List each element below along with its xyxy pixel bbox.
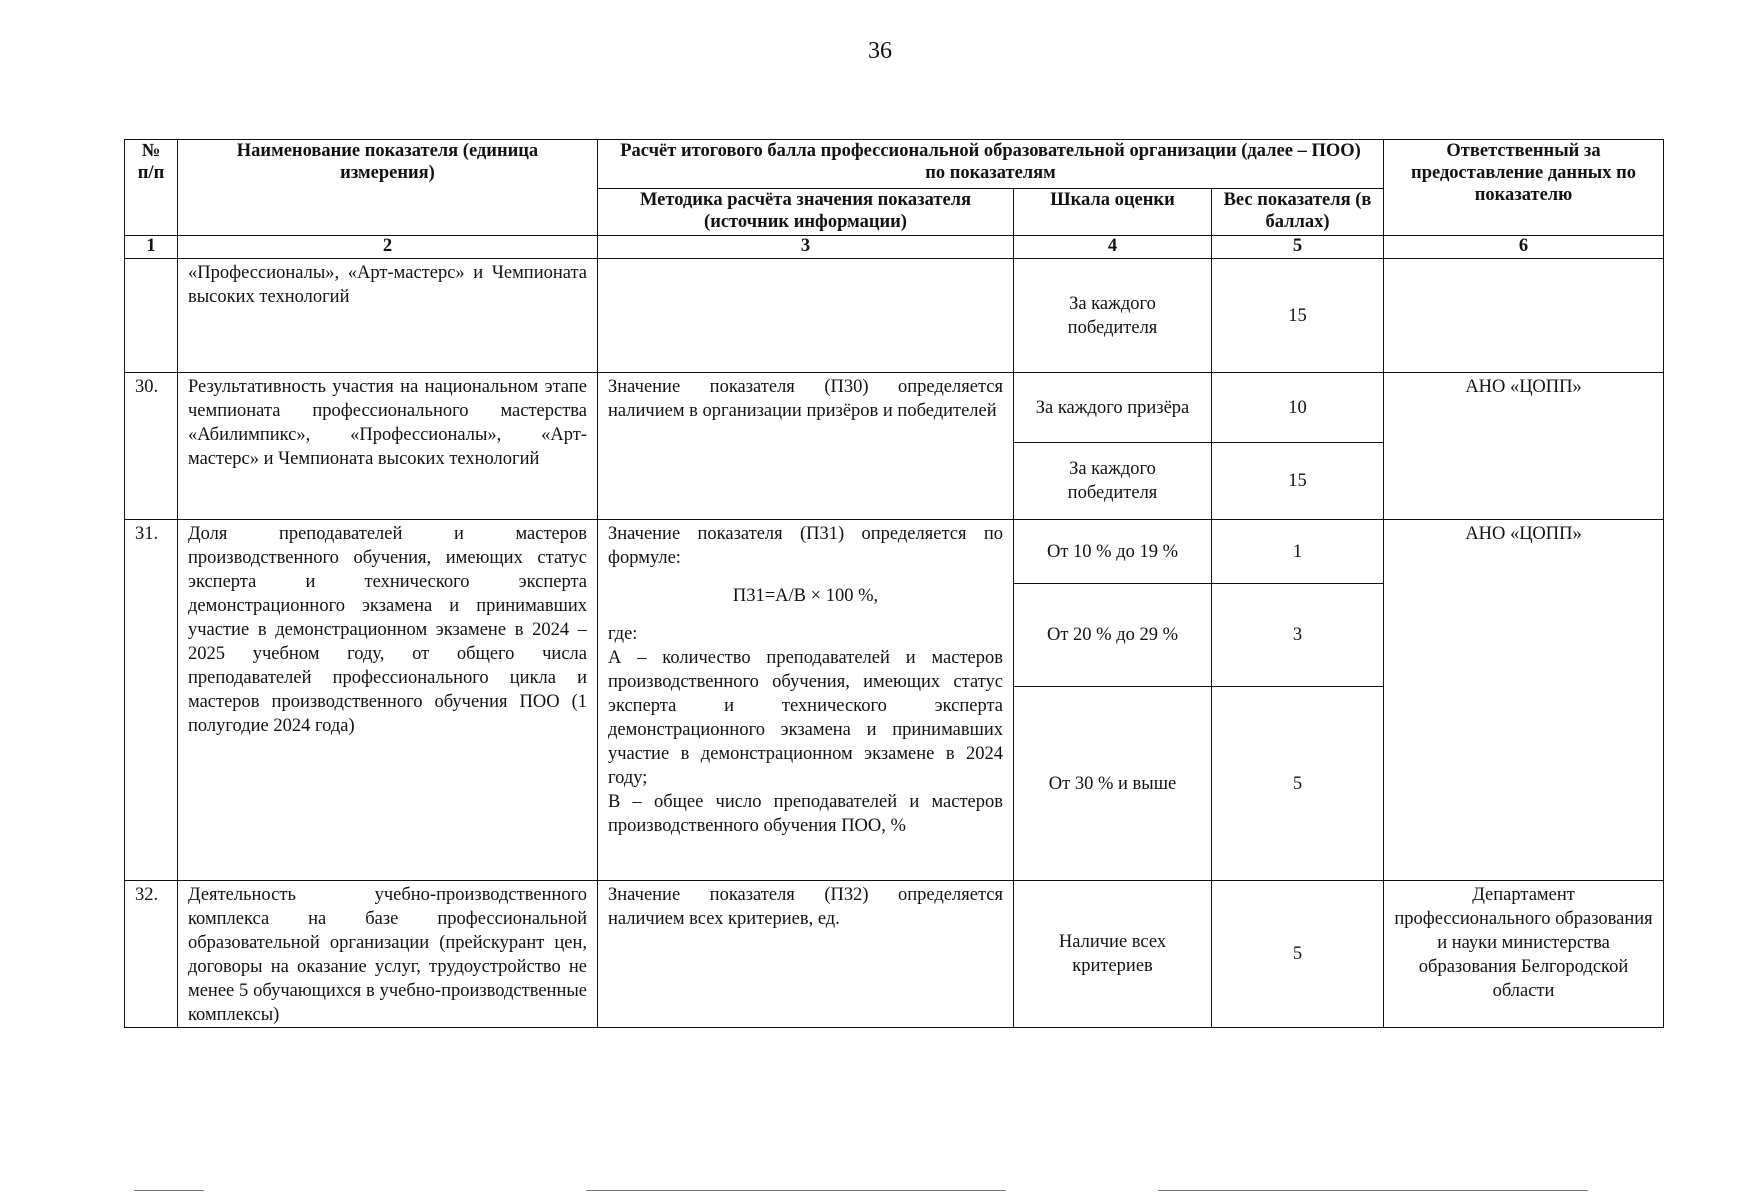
row-method: Значение показателя (П30) определяется наличием в организации призёров и победителей [598,373,1014,520]
row-weight: 1 [1212,520,1384,584]
row-scale: От 20 % до 29 % [1014,584,1212,687]
row-weight: 10 [1212,373,1384,443]
header-name: Наименование показателя (единица измерения) [178,140,598,236]
row-weight: 5 [1212,687,1384,881]
column-number: 2 [178,236,598,259]
row-name: Деятельность учебно-производственного комплекса на базе профессиональной образовательной организации (прейскурант цен, договоры на оказание услуг, трудоустройство не менее 5 обучающихся в учебно-производственные комплексы) [178,881,598,1028]
table-row [125,373,1664,443]
row-num: 31. [125,520,178,881]
method-intro: Значение показателя (П31) определяется по формуле: [608,524,1003,568]
footer-divider [134,1190,204,1191]
row-weight: 3 [1212,584,1384,687]
row-name: Доля преподавателей и мастеров производственного обучения, имеющих статус эксперта и технического эксперта демонстрационного экзамена и принимавших участие в демонстрационном экзамене в 2024 – 2025 учебном году, от общего числа преподавателей профессионального цикла и мастеров производственного обучения ПОО (1 полугодие 2024 года) [178,520,598,881]
row-method [598,520,1014,881]
header-num: № п/п [125,140,178,236]
row-scale: Наличие всех критериев [1014,881,1212,1028]
row-num: 32. [125,881,178,1028]
row-name: «Профессионалы», «Арт-мастерс» и Чемпионата высоких технологий [178,259,598,373]
table-row [125,259,1664,373]
row-scale: От 10 % до 19 % [1014,520,1212,584]
header-scale: Шкала оценки [1014,189,1212,236]
row-responsible: Департамент профессионального образования и науки министерства образования Белгородской области [1384,881,1664,1028]
row-weight: 15 [1212,259,1384,373]
column-number: 4 [1014,236,1212,259]
method-b-definition: В – общее число преподавателей и мастеров производственного обучения ПОО, % [608,792,1003,836]
row-num [125,259,178,373]
header-method: Методика расчёта значения показателя (источник информации) [598,189,1014,236]
table-row [125,881,1664,1028]
row-scale: За каждого победителя [1014,443,1212,520]
row-name: Результативность участия на национальном этапе чемпионата профессионального мастерства «Абилимпикс», «Профессионалы», «Арт-мастерс» и Чемпионата высоких технологий [178,373,598,520]
header-row-1 [125,140,1664,189]
row-scale: За каждого призёра [1014,373,1212,443]
footer-divider [1158,1190,1588,1191]
row-num: 30. [125,373,178,520]
row-scale: За каждого победителя [1014,259,1212,373]
method-formula: П31=А/В × 100 %, [732,586,879,606]
row-weight: 15 [1212,443,1384,520]
footer-divider [586,1190,1006,1191]
page-number: 36 [868,38,892,64]
indicators-table [124,139,1664,1028]
row-method: Значение показателя (П32) определяется наличием всех критериев, ед. [598,881,1014,1028]
row-responsible [1384,259,1664,373]
column-number: 5 [1212,236,1384,259]
row-scale: От 30 % и выше [1014,687,1212,881]
column-numbers-row [125,236,1664,259]
column-number: 1 [125,236,178,259]
row-responsible: АНО «ЦОПП» [1384,373,1664,520]
header-calc-group: Расчёт итогового балла профессиональной образовательной организации (далее – ПОО) по показателям [598,140,1384,189]
column-number: 6 [1384,236,1664,259]
header-responsible: Ответственный за предоставление данных по показателю [1384,140,1664,236]
row-weight: 5 [1212,881,1384,1028]
column-number: 3 [598,236,1014,259]
table-row [125,520,1664,584]
header-weight: Вес показателя (в баллах) [1212,189,1384,236]
method-where: где: [608,624,638,644]
row-method [598,259,1014,373]
row-responsible: АНО «ЦОПП» [1384,520,1664,881]
method-a-definition: А – количество преподавателей и мастеров производственного обучения, имеющих статус эксперта и технического эксперта демонстрационного экзамена и принимавших участие в демонстрационном экзамене в 2024 году; [608,648,1003,788]
